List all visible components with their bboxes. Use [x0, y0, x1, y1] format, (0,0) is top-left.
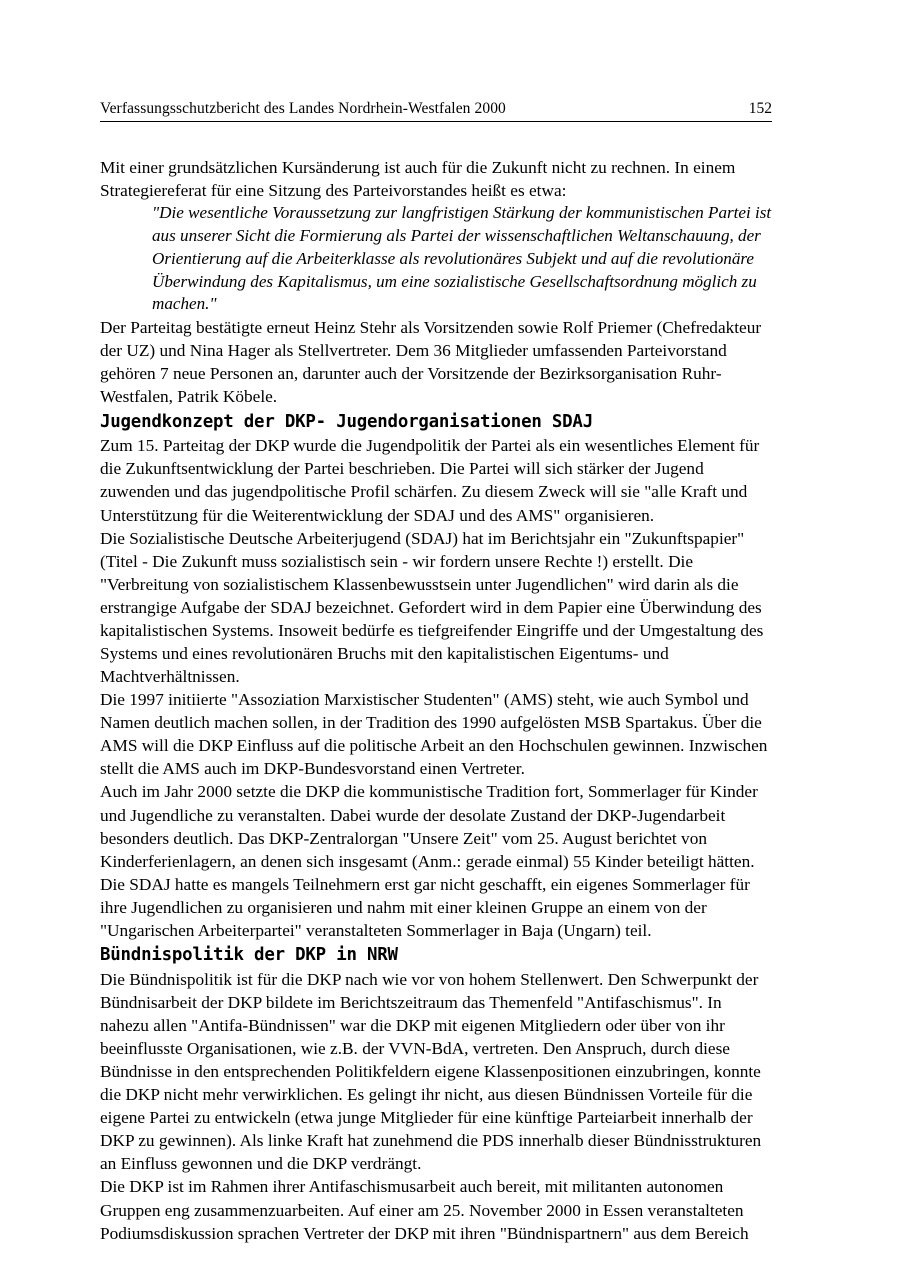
block-quote-1: "Die wesentliche Voraussetzung zur langfristigen Stärkung der kommunistischen Partei ist aus unserer Sicht die Formierung als Partei der wissenschaftlichen Weltanschauung, der Orientierung auf die Arbeiterklasse als revolutionäres Subjekt und auf die revolutionäre Überwindung des Kapitalismus, um eine sozialistische Gesellschaftsordnung möglich zu machen.": [152, 203, 772, 314]
paragraph-5: Die 1997 initiierte "Assoziation Marxistischer Studenten" (AMS) steht, wie auch Symbol und Namen deutlich machen sollen, in der Tradition des 1990 aufgelösten MSB Spartakus. Über die AMS will die DKP Einfluss auf die politische Arbeit an den Hochschulen gewinnen. Inzwischen stellt die AMS auch im DKP-Bundesvorstand einen Vertreter.: [100, 690, 768, 779]
paragraph-3: Zum 15. Parteitag der DKP wurde die Jugendpolitik der Partei als ein wesentliches Element für die Zukunftsentwicklung der Partei beschrieben. Die Partei will sich stärker der Jugend zuwenden und das jugendpolitische Profil schärfen. Zu diesem Zweck will sie "alle Kraft und Unterstützung für die Weiterentwicklung der SDAJ und des AMS" organisieren.: [100, 436, 760, 525]
paragraph-6: Auch im Jahr 2000 setzte die DKP die kommunistische Tradition fort, Sommerlager für Kinder und Jugendliche zu veranstalten. Dabei wurde der desolate Zustand der DKP-Jugendarbeit besonders deutlich. Das DKP-Zentralorgan "Unsere Zeit" vom 25. August berichtet von Kinderferienlagern, an denen sich insgesamt (Anm.: gerade einmal) 55 Kinder beteiligt hätten. Die SDAJ hatte es mangels Teilnehmern erst gar nicht geschafft, ein eigenes Sommerlager für ihre Jugendlichen zu organisieren und nahm mit einer kleinen Gruppe an einem von der "Ungarischen Arbeiterpartei" veranstalteten Sommerlager in Baja (Ungarn) teil.: [100, 782, 758, 940]
section-heading-jugendkonzept: Jugendkonzept der DKP- Jugendorganisationen SDAJ: [100, 411, 593, 432]
paragraph-4: Die Sozialistische Deutsche Arbeiterjugend (SDAJ) hat im Berichtsjahr ein "Zukunftspapier" (Titel - Die Zukunft muss sozialistisch sein - wir fordern unsere Rechte !) erstellt. Die "Verbreitung von sozialistischem Klassenbewusstsein unter Jugendlichen" wird darin als die erstrangige Aufgabe der SDAJ bezeichnet. Gefordert wird in dem Papier eine Überwindung des kapitalistischen Systems. Insoweit bedürfe es tiefgreifender Eingriffe und der Umgestaltung des Systems und eines revolutionären Bruchs mit den kapitalistischen Eigentums- und Machtverhältnissen.: [100, 528, 764, 687]
paragraph-2: Der Parteitag bestätigte erneut Heinz Stehr als Vorsitzenden sowie Rolf Priemer (Chefredakteur der UZ) und Nina Hager als Stellvertreter. Dem 36 Mitglieder umfassenden Parteivorstand gehören 7 neue Personen an, darunter auch der Vorsitzende der Bezirksorganisation Ruhr-Westfalen, Patrik Köbele.: [100, 318, 762, 407]
section-heading-buendnispolitik: Bündnispolitik der DKP in NRW: [100, 945, 398, 965]
page-header: [100, 100, 772, 122]
header-title: Verfassungsschutzbericht des Landes Nordrhein-Westfalen 2000: [100, 100, 506, 117]
header-page-number: 152: [748, 100, 772, 117]
paragraph-7: Die Bündnispolitik ist für die DKP nach wie vor von hohem Stellenwert. Den Schwerpunkt der Bündnisarbeit der DKP bildete im Berichtszeitraum das Themenfeld "Antifaschismus". In nahezu allen "Antifa-Bündnissen" war die DKP mit eigenen Mitgliedern oder über von ihr beeinflusste Organisationen, wie z.B. der VVN-BdA, vertreten. Den Anspruch, durch diese Bündnisse in den entsprechenden Politikfeldern eigene Klassenpositionen einzubringen, konnte die DKP nicht mehr verwirklichen. Es gelingt ihr nicht, aus diesen Bündnissen Vorteile für die eigene Partei zu entwickeln (etwa junge Mitglieder für eine künftige Parteiarbeit innerhalb der DKP zu gewinnen). Als linke Kraft hat zunehmend die PDS innerhalb dieser Bündnisstrukturen an Einfluss gewonnen und die DKP verdrängt.: [100, 969, 762, 1174]
document-body: [100, 156, 772, 1245]
page-content: [100, 100, 772, 1245]
paragraph-1: Mit einer grundsätzlichen Kursänderung ist auch für die Zukunft nicht zu rechnen. In einem Strategiereferat für eine Sitzung des Parteivorstandes heißt es etwa:: [100, 158, 736, 201]
paragraph-8: Die DKP ist im Rahmen ihrer Antifaschismusarbeit auch bereit, mit militanten autonomen Gruppen eng zusammenzuarbeiten. Auf einer am 25. November 2000 in Essen veranstalteten Podiumsdiskussion sprachen Vertreter der DKP mit ihren "Bündnispartnern" aus dem Bereich: [100, 1177, 749, 1243]
